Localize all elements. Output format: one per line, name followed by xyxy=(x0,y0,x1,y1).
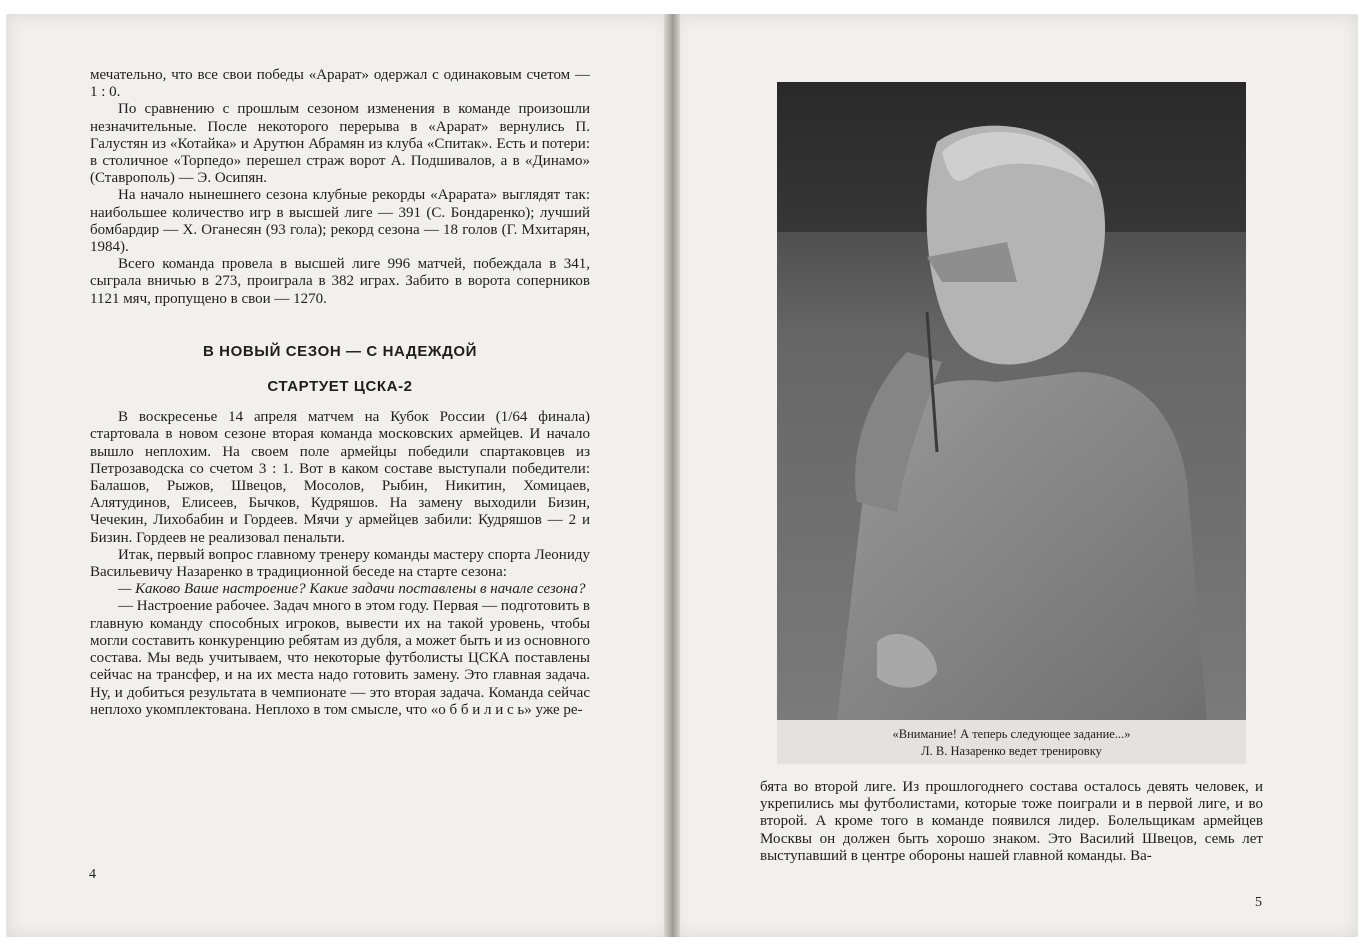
book-spine xyxy=(664,14,680,937)
paragraph-team-changes: По сравнению с прошлым сезоном изменения в команде произошли незначительные. После некоторого перерыва в «Арарат» вернулись П. Галустян из «Котайка» и Арутюн Абрамян из клуба «Спитак». Есть и потери: в столичное «Торпедо» перешел страж ворот А. Подшивалов, а в «Динамо» (Ставрополь) — Э. Осипян. xyxy=(90,101,590,187)
page-number-left: 4 xyxy=(89,867,96,882)
page-number-right: 5 xyxy=(1255,895,1262,910)
paragraph-club-records: На начало нынешнего сезона клубные рекорды «Арарата» выглядят так: наибольшее количество игр в высшей лиге — 391 (С. Бондаренко); лучший бомбардир — Х. Оганесян (93 гола); рекорд сезона — 18 голов (Г. Мхитарян, 1984). xyxy=(90,187,590,256)
intro-text: мечательно, что все свои победы «Арарат» одержал с одинаковым счетом — 1 : 0. xyxy=(90,67,590,101)
caption-line-2: Л. В. Назаренко ведет тренировку xyxy=(921,744,1102,758)
caption-line-1: «Внимание! А теперь следующее задание...» xyxy=(892,727,1131,741)
right-text-column xyxy=(760,779,1263,865)
paragraph-league-stats: Всего команда провела в высшей лиге 996 матчей, побеждала в 341, сыграла вничью в 273, проиграла в 382 играх. Забито в ворота соперников 1121 мяч, пропущено в свои — 1270. xyxy=(90,256,590,307)
paragraph-continued: бята во второй лиге. Из прошлогоднего состава осталось девять человек, и укрепились мы футболистами, которые тоже поиграли и в первой лиге, и во второй. А кроме того в команде появился лидер. Болельщикам армейцев Москвы он должен быть хорошо знаком. Это Василий Швецов, семь лет выступавший в центре обороны нашей главной команды. Ва- xyxy=(760,779,1263,864)
interview-answer: — Настроение рабочее. Задач много в этом году. Первая — подготовить в главную команду способных игроков, вывести их на такой уровень, чтобы могли составить конкуренцию ребятам из дубля, а может быть и из основного состава. Мы ведь учитываем, что некоторые футболисты ЦСКА поставлены сейчас на трансфер, и на их места надо готовить замену. Это главная задача. Ну, и добиться результата в чемпионате — это вторая задача. Команда сейчас неплохо укомплектована. Неплохо в том смысле, что «о б б и л и с ь» уже ре- xyxy=(90,598,590,718)
interview-question: — Каково Ваше настроение? Какие задачи поставлены в начале сезона? xyxy=(118,581,586,598)
coach-photo xyxy=(777,82,1246,720)
paragraph-interview-intro: Итак, первый вопрос главному тренеру команды мастеру спорта Леониду Васильевичу Назаренко в традиционной беседе на старте сезона: xyxy=(90,546,590,581)
subsection-heading: СТАРТУЕТ ЦСКА-2 xyxy=(267,378,413,396)
photo-caption xyxy=(777,720,1246,764)
left-text-column xyxy=(90,67,590,719)
section-heading: В НОВЫЙ СЕЗОН — С НАДЕЖДОЙ xyxy=(202,342,478,360)
paragraph-season-start: В воскресенье 14 апреля матчем на Кубок России (1/64 финала) стартовала в новом сезоне вторая команда московских армейцев. И начало вышло неплохим. На своем поле армейцы победили спартаковцев из Петрозаводска со счетом 3 : 1. Вот в каком составе выступали победители: Балашов, Рыжов, Швецов, Мосолов, Рыбин, Никитин, Хомицаев, Алятудинов, Елисеев, Бычков, Кудряшов. На замену выходили Бизин, Чечекин, Лихобабин и Гордеев. Мячи у армейцев забили: Кудряшов — 2 и Бизин. Гордеев не реализовал пенальти. xyxy=(90,409,590,546)
